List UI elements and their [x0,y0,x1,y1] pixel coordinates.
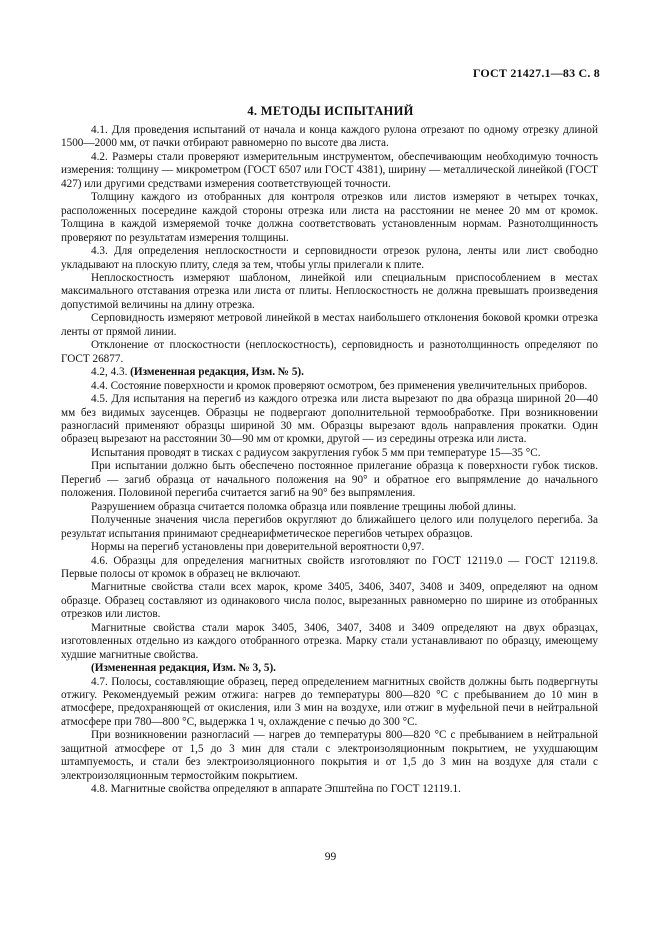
paragraph-4-3: 4.3. Для определения неплоскостности и серповидности отрезок рулона, ленты или лист свободно укладывают на плоскую плиту, следя за тем, чтобы углы прилегали к плите. [61,245,598,271]
paragraph-4-1: 4.1. Для проведения испытаний от начала и конца каждого рулона отрезают по одному отрезку длиной 1500—2000 мм, от пачки отбирают равномерно по высоте два листа. [61,124,598,150]
paragraph-deviation: Отклонение от плоскостности (неплоскостность), серповидность и разнотолщинность определяют по ГОСТ 26877. [61,339,598,365]
paragraph-4-4: 4.4. Состояние поверхности и кромок проверяют осмотром, без применения увеличительных приборов. [91,379,588,392]
running-head: ГОСТ 21427.1—83 С. 8 [472,66,600,80]
paragraph-dispute-annealing: При возникновении разногласий — нагрев до температуры 800—820 °С с пребыванием в нейтральной защитной атмосфере от 1,5 до 3 мин для стали с электроизоляционным покрытием, не ухудшающим штампуемость, и стали без электроизоляционного покрытия и от 1,5 до 3 мин на воздухе для стали с электроизоляционным термостойким покрытием. [61,729,598,782]
paragraph-vise: Испытания проводят в тисках с радиусом закругления губок 5 мм при температуре 15—35 °С. [91,446,541,459]
paragraph-norms: Нормы на перегиб установлены при доверительной вероятности 0,97. [91,541,425,554]
amendment-note [61,366,598,379]
page-number: 99 [324,851,337,863]
paragraph-failure: Разрушением образца считается поломка образца или появление трещины любой длины. [91,500,517,513]
paragraph-rounding: Полученные значения числа перегибов округляют до ближайшего целого или полуцелого перегиба. За результат испытания принимают среднеарифметическое перегибов четырех образцов. [61,514,598,540]
paragraph-4-6: 4.6. Образцы для определения магнитных свойств изготовляют по ГОСТ 12119.0 — ГОСТ 12119.8. Первые полосы от кромок в образец не включают. [61,554,598,580]
paragraph-bend-definition: При испытании должно быть обеспечено постоянное прилегание образца к поверхности губок тисков. Перегиб — загиб образца от начального положения на 90° и обратное его выпрямление до начального положения. Половиной перегиба считается загиб на 90° без выпрямления. [61,460,598,500]
amendment-note-2: (Измененная редакция, Изм. № 3, 5). [91,662,276,675]
paragraph-thickness: Толщину каждого из отобранных для контроля отрезков или листов измеряют в четырех точках, расположенных посередине каждой стороны отрезка или листа на расстоянии не менее 20 мм от кромок. Толщина в каждой измеряемой точке должна соответствовать установленным нормам. Разнотолщинность проверяют по результатам измерения толщины. [61,191,598,244]
paragraph-4-7: 4.7. Полосы, составляющие образец, перед определением магнитных свойств должны быть подвергнуты отжигу. Рекомендуемый режим отжига: нагрев до температуры 800—820 °С с пребыванием до 10 мин в атмосфере, предохраняющей от окисления, или 3 мин на воздухе, или отжиг в муфельной печи в нейтральной атмосфере при 780—800 °С, выдержка 1 ч, охлаждение с печью до 300 °С. [61,675,598,728]
paragraph-4-8: 4.8. Магнитные свойства определяют в аппарате Эпштейна по ГОСТ 12119.1. [91,783,461,796]
section-title: 4. МЕТОДЫ ИСПЫТАНИЙ [247,104,414,118]
paragraph-4-5: 4.5. Для испытания на перегиб из каждого отрезка или листа вырезают по два образца шириной 20—40 мм без видимых заусенцев. Образцы не подвергают дополнительной термообработке. При возникновении разногласий применяют образцы шириной 30 мм. Образцы вырезают вдоль направления прокатки. Один образец вырезают на расстоянии 30—90 мм от кромки, другой — из середины отрезка или листа. [61,393,598,446]
paragraph-magnetic-double: Магнитные свойства стали марок 3405, 3406, 3407, 3408 и 3409 определяют на двух образцах, изготовленных отдельно из каждого отобранного отрезка. Марку стали устанавливают по образцу, имеющему худшие магнитные свойства. [61,621,598,661]
paragraph-camber: Серповидность измеряют метровой линейкой в местах наибольшего отклонения боковой кромки отрезка ленты от прямой линии. [61,312,598,338]
amendment-text: (Измененная редакция, Изм. № 5). [130,366,304,379]
paragraph-magnetic-single: Магнитные свойства стали всех марок, кроме 3405, 3406, 3407, 3408 и 3409, определяют на одном образце. Образец составляют из одинакового числа полос, вырезанных равномерно по ширине из отобранных отрезков или листов. [61,581,598,621]
paragraph-nonflatness: Неплоскостность измеряют шаблоном, линейкой или специальным приспособлением в местах максимального отставания отрезка или листа от плиты. Неплоскостность не должна превышать произведения допустимой величины на длину отрезка. [61,271,598,311]
paragraph-4-2: 4.2. Размеры стали проверяют измерительным инструментом, обеспечивающим необходимую точность измерения: толщину — микрометром (ГОСТ 6507 или ГОСТ 4381), ширину — металлической линейкой (ГОСТ 427) или другими средствами измерения соответствующей точности. [61,150,598,190]
body-text [61,124,598,797]
amendment-ref: 4.2, 4.3. [91,366,128,379]
